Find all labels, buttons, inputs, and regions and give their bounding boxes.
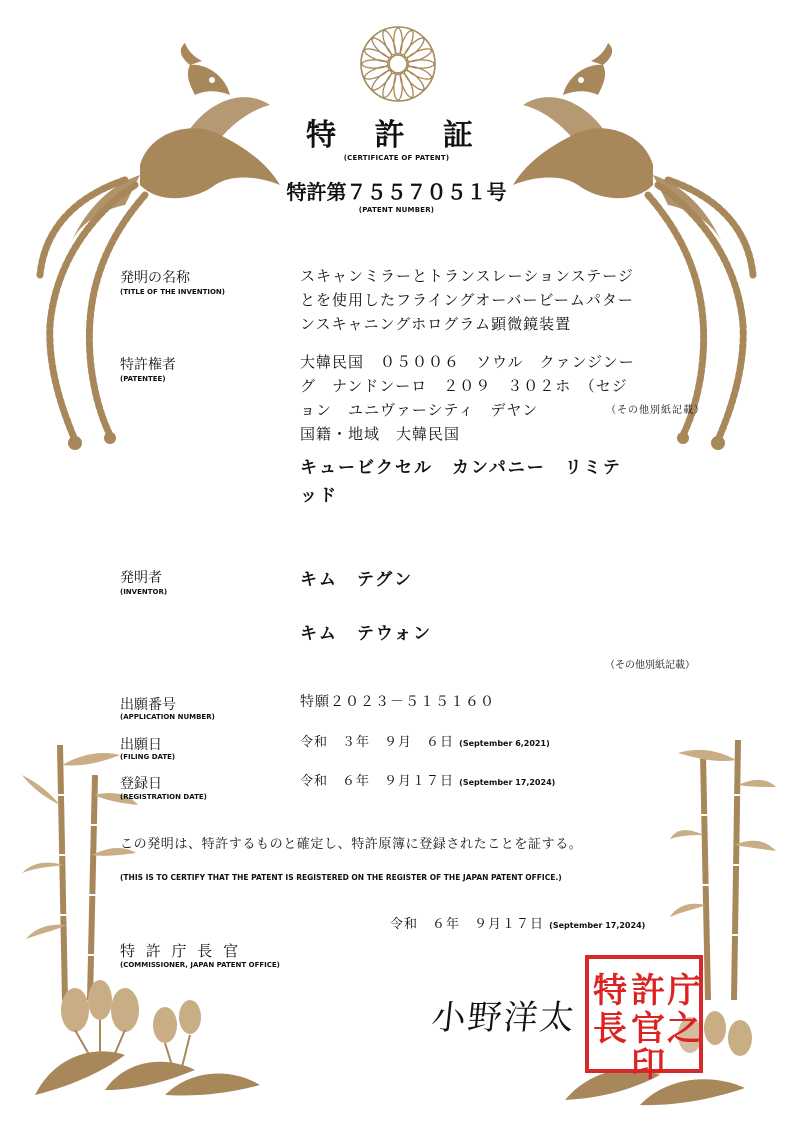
certificate-title-en: (CERTIFICATE OF PATENT) [343,154,450,162]
filing-label: 出願日 [120,737,162,753]
issue-date-en: (September 17,2024) [549,921,646,930]
patent-number: 特許第７５５７０５１号 [286,180,507,204]
inventor-name: キム テウォン [300,624,433,644]
registration-label: 登録日 [120,776,162,792]
invention-label: 発明の名称 [120,270,190,286]
invention-label-en: (TITLE OF THE INVENTION) [120,288,225,296]
issue-date: 令和 ６年 ９月１７日 (September 17,2024) [390,917,646,932]
commissioner-title-en: (COMMISSIONER, JAPAN PATENT OFFICE) [120,961,280,969]
patentee-address-line: 大韓民国 ０５００６ ソウル クァンジンー [300,353,635,371]
patentee-address-line: ョン ユニヴァーシティ デヤン （その他別紙記載） [300,398,730,422]
chrysanthemum-petal [402,36,426,60]
patentee-name [300,454,720,510]
patentee-label-en: (PATENTEE) [120,375,166,383]
chrysanthemum-petal [370,36,394,60]
inventor-note: （その他別紙記載） [605,660,695,671]
official-seal-icon: 特 許 庁 長 官 之 印 [585,955,703,1073]
patentee-name-line: キュービクセル カンパニー リミテ [300,458,622,478]
patentee-address-note: （その他別紙記載） [606,405,705,416]
patent-number-en: (PATENT NUMBER) [358,206,435,214]
invention-title-line: スキャンミラーとトランスレーションステージ [300,267,634,285]
invention-title-line: ンスキャニングホログラム顕微鏡装置 [300,315,572,333]
patentee-address-line: グ ナンドンーロ ２０９ ３０２ホ （セジ [300,377,628,395]
inventor-label-en: (INVENTOR) [120,588,168,596]
application-number: 特願２０２３－５１５１６０ [300,694,495,710]
filing-date-en: (September 6,2021) [459,739,550,748]
patentee-name-line: ッド [300,486,338,506]
application-label-en: (APPLICATION NUMBER) [120,713,215,721]
phoenix-left-icon [30,35,280,455]
registration-label-en: (REGISTRATION DATE) [120,793,207,801]
patentee-label: 特許権者 [120,357,176,373]
patentee-address [300,350,730,446]
chrysanthemum-petal [370,68,394,92]
certificate-title: 特 許 証 [306,118,487,153]
chrysanthemum-petal [402,68,426,92]
registration-date-en: (September 17,2024) [459,778,556,787]
registration-date: 令和 ６年 ９月１７日 (September 17,2024) [300,774,556,789]
certification-text: この発明は、特許するものと確定し、特許原簿に登録されたことを証する。 [120,837,583,852]
inventor-label: 発明者 [120,570,162,586]
commissioner-signature: 小野洋太 [429,998,578,1038]
application-label: 出願番号 [120,697,176,713]
filing-label-en: (FILING DATE) [120,753,176,761]
patentee-nationality: 国籍・地域 大韓民国 [300,425,461,443]
commissioner-title: 特 許 庁 長 官 [120,942,242,960]
chrysanthemum-crest-icon [358,24,438,104]
certification-text-en: (THIS IS TO CERTIFY THAT THE PATENT IS REGISTERED ON THE REGISTER OF THE JAPAN PATENT OFFICE.) [120,873,562,882]
paulownia-left-icon [15,975,275,1105]
invention-title [300,264,720,336]
invention-title-line: とを使用したフライングオーバービームパター [300,291,634,309]
inventor-name: キム テグン [300,570,414,590]
filing-date: 令和 ３年 ９月 ６日 (September 6,2021) [300,735,550,750]
